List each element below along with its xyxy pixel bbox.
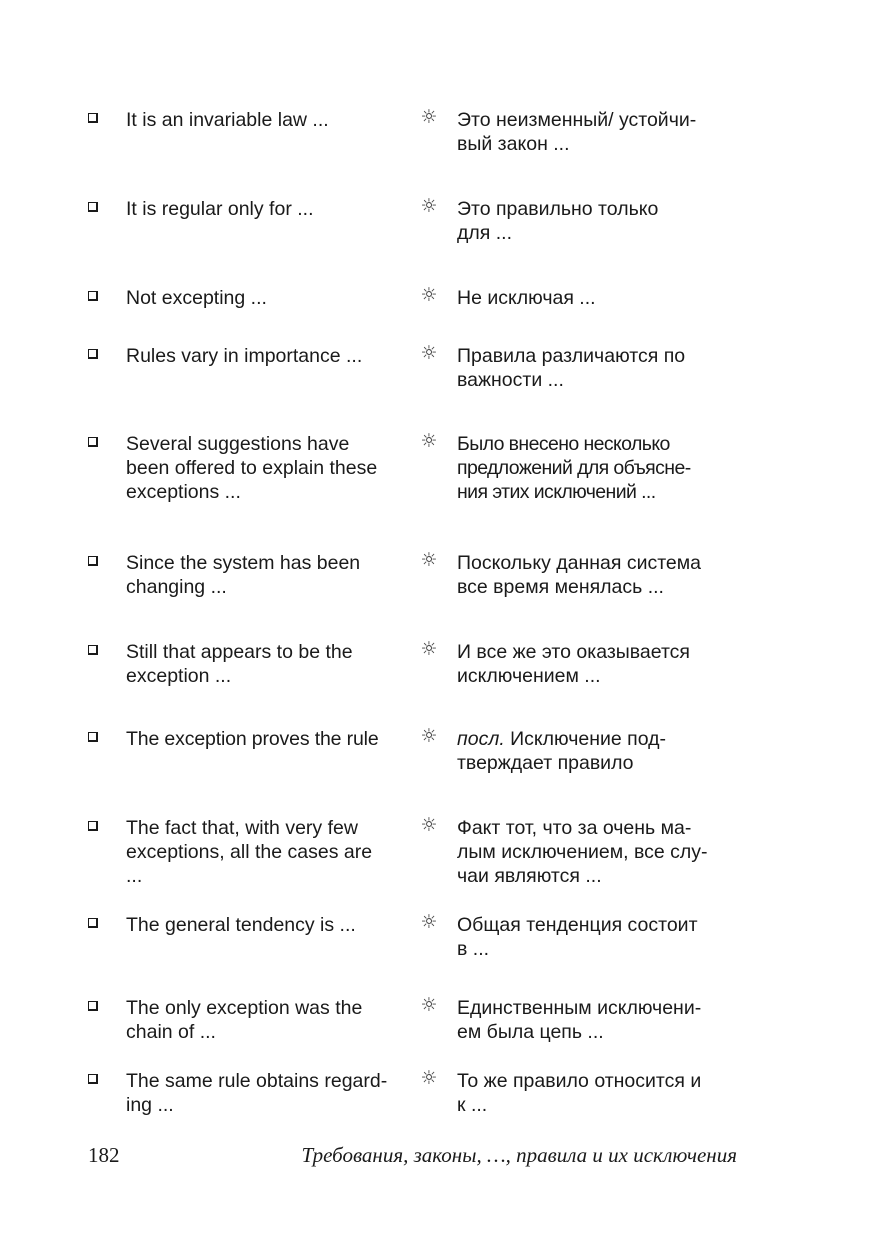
page-number: 182 — [88, 1143, 120, 1167]
translation-text: Правила различаются по важности ... — [457, 345, 686, 391]
sun-bullet-icon: ☼ — [420, 549, 438, 571]
sun-bullet-icon: ☼ — [420, 911, 438, 933]
russian-translation — [457, 1069, 757, 1117]
sun-bullet-icon: ☼ — [420, 638, 438, 660]
sun-bullet-icon: ☼ — [420, 195, 438, 217]
english-phrase: The same rule obtains regard- ing ... — [126, 1070, 388, 1116]
checkbox-bullet-icon — [88, 918, 98, 928]
english-phrase: The general tendency is ... — [126, 914, 356, 936]
russian-translation — [457, 816, 757, 888]
translation-text: Это правильно только для ... — [457, 198, 659, 244]
translation-text: Это неизменный/ устойчи- вый закон ... — [457, 109, 697, 155]
russian-translation — [457, 640, 757, 688]
checkbox-bullet-icon — [88, 113, 98, 123]
sun-bullet-icon: ☼ — [420, 994, 438, 1016]
translation-text: То же правило относится и к ... — [457, 1070, 702, 1116]
checkbox-bullet-icon — [88, 732, 98, 742]
translation-text: Поскольку данная система все время менялась ... — [457, 552, 702, 598]
english-phrase: Rules vary in importance ... — [126, 345, 363, 367]
translation-text: Исключение под- тверждает правило — [457, 728, 667, 774]
sun-bullet-icon: ☼ — [420, 342, 438, 364]
russian-translation — [457, 727, 757, 775]
sun-bullet-icon: ☼ — [420, 106, 438, 128]
running-title: Требования, законы, …, правила и их исключения — [301, 1143, 737, 1167]
english-phrase: Several suggestions have been offered to explain these exceptions ... — [126, 433, 378, 503]
checkbox-bullet-icon — [88, 556, 98, 566]
english-phrase: The only exception was the chain of ... — [126, 997, 363, 1043]
english-phrase: Still that appears to be the exception ... — [126, 641, 353, 687]
checkbox-bullet-icon — [88, 202, 98, 212]
translation-label: посл. — [457, 728, 505, 750]
russian-translation — [457, 996, 757, 1044]
sun-bullet-icon: ☼ — [420, 1067, 438, 1089]
translation-text: Не исключая ... — [457, 287, 596, 309]
english-phrase: It is an invariable law ... — [126, 109, 329, 131]
english-phrase: Not excepting ... — [126, 287, 267, 309]
checkbox-bullet-icon — [88, 1074, 98, 1084]
russian-translation — [457, 286, 757, 310]
translation-text: Общая тенденция состоит в ... — [457, 914, 698, 960]
translation-text: И все же это оказывается исключением ... — [457, 641, 690, 687]
checkbox-bullet-icon — [88, 1001, 98, 1011]
russian-translation — [457, 913, 757, 961]
russian-translation — [457, 344, 757, 392]
english-phrase: It is regular only for ... — [126, 198, 314, 220]
checkbox-bullet-icon — [88, 645, 98, 655]
english-phrase: Since the system has been changing ... — [126, 552, 361, 598]
english-phrase: The fact that, with very few exceptions, all the cases are ... — [126, 817, 373, 887]
checkbox-bullet-icon — [88, 349, 98, 359]
translation-text: Было внесено несколько предложений для объясне- ния этих исключений ... — [457, 433, 691, 503]
sun-bullet-icon: ☼ — [420, 814, 438, 836]
checkbox-bullet-icon — [88, 437, 98, 447]
sun-bullet-icon: ☼ — [420, 284, 438, 306]
russian-translation — [457, 108, 757, 156]
russian-translation — [457, 551, 757, 599]
translation-text: Факт тот, что за очень ма- лым исключением, все слу- чаи являются ... — [457, 817, 708, 887]
sun-bullet-icon: ☼ — [420, 725, 438, 747]
english-phrase: The exception proves the rule — [126, 728, 379, 750]
checkbox-bullet-icon — [88, 291, 98, 301]
sun-bullet-icon: ☼ — [420, 430, 438, 452]
russian-translation — [457, 432, 757, 504]
translation-text: Единственным исключени- ем была цепь ... — [457, 997, 702, 1043]
checkbox-bullet-icon — [88, 821, 98, 831]
russian-translation — [457, 197, 757, 245]
